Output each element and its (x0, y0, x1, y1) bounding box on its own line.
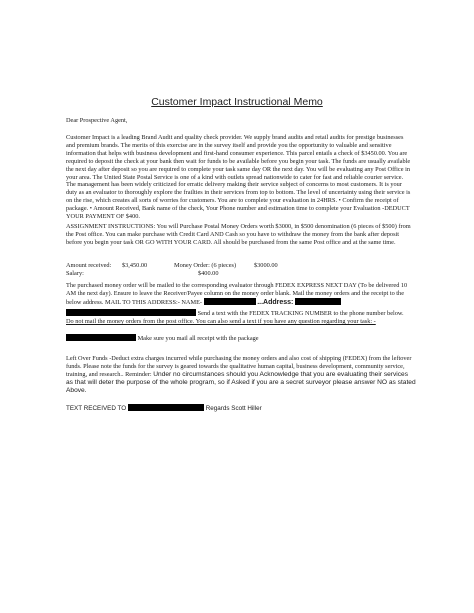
salary-row (66, 270, 219, 278)
redaction-phone (66, 334, 136, 341)
receipt-text: Make sure you mail all receipt with the package (137, 335, 259, 342)
signature-row (66, 404, 262, 413)
amount-value: $3,450.00 (122, 262, 148, 269)
greeting: Dear Prospective Agent, (66, 117, 128, 124)
mail-paragraph: The purchased money order will be mailed to the corresponding evaluator through FEDEX EXPRESS NEXT DAY (To be delivered 10 AM the next day). Ensure to leave the Receiver/Payee column on the money order blank. Mail the money orders and the receipt to the below address. MAIL TO THIS ADDRESS:- NAME- (66, 282, 408, 306)
salary-label: Salary: (66, 270, 84, 277)
leftover-funds (66, 355, 416, 395)
assignment-instructions: ASSIGNMENT INSTRUCTIONS: You will Purchase Postal Money Orders worth $3000, in $500 denomination (6 pieces of $500) from the Post office. You can make purchase with Credit Card AND Cash so you have to withdraw the money from the bank after deposit before you begin your task OR GO WITH YOUR CARD. All should be purchased from the same Post office and at the same time. (66, 223, 411, 246)
regards: Regards Scott Hiller (205, 405, 262, 412)
tracking-row (66, 309, 404, 318)
receipt-row (66, 334, 259, 343)
address-label: ...Address: (257, 298, 294, 306)
text-received-label: TEXT RECEIVED TO (66, 405, 127, 412)
redaction-name (204, 298, 256, 305)
salary-value: $400.00 (198, 270, 219, 277)
leftover-text: Left Over Funds -Deduct extra charges incurred while purchasing the money orders and also cost of shipping (FEDEX) from the leftover funds. Please note the funds for the survey is geared towards the qualitative human capital, business development, community service, training, and research.. Reminder: (66, 355, 412, 378)
amount-label: Amount received: (66, 262, 112, 269)
memo-title: Customer Impact Instructional Memo (151, 96, 323, 108)
do-not-mail-text: Do not mail the money orders from the post office. You can also send a text if you have any question regarding your task: - (66, 318, 376, 325)
mail-instructions (66, 282, 414, 307)
redaction-address (295, 298, 341, 305)
intro-paragraph: Customer Impact is a leading Brand Audit and quality check provider. We supply brand audits and retail audits for prestige businesses and premium brands. The merits of this exercise are in the survey itself and provide you the opportunity to valuable and sensitive information that helps with business development and first-hand consumer experience. This parcel entails a check of $3450.00. You are required to deposit the check at your bank then wait for funds to be available before you begin your task. The funds are usually available the next day after deposit so you are required to complete your task same day OR the next day. You will be evaluating any Post Office in your area. The United State Postal Service is one of a kind with outlets spread nationwide to cater for fast and reliable courier service. The management has been widely criticized for erratic delivery making their service subject of concerns to most customers. It is your duty as an evaluator to thoroughly explore the frailties in their services from top to bottom. The level of uncertainty using their service is on the rise, which creates all sorts of worries for customers. You are to complete your evaluation in 24HRS. • Confirm the receipt of package. • Amount Received, Bank name of the check, Your Phone number and estimation time to complete your Evaluation -DEDUCT YOUR PAYMENT OF $400. (66, 134, 411, 221)
reminder-text: Under no circumstances should you Acknowledge that you are evaluating their services as that will deter the purpose of the whole program, so if Asked if you are a secret surveyor please answer NO as stated Above. (66, 370, 416, 394)
redaction-text-number (128, 404, 204, 411)
tracking-text: Send a text with the FEDEX TRACKING NUMBER to the phone number below. (197, 310, 404, 317)
money-order-value: $3000.00 (254, 262, 278, 269)
amount-row (66, 262, 278, 270)
money-order-label: Money Order: (6 pieces) (174, 262, 237, 269)
redaction-address-line (66, 309, 196, 316)
